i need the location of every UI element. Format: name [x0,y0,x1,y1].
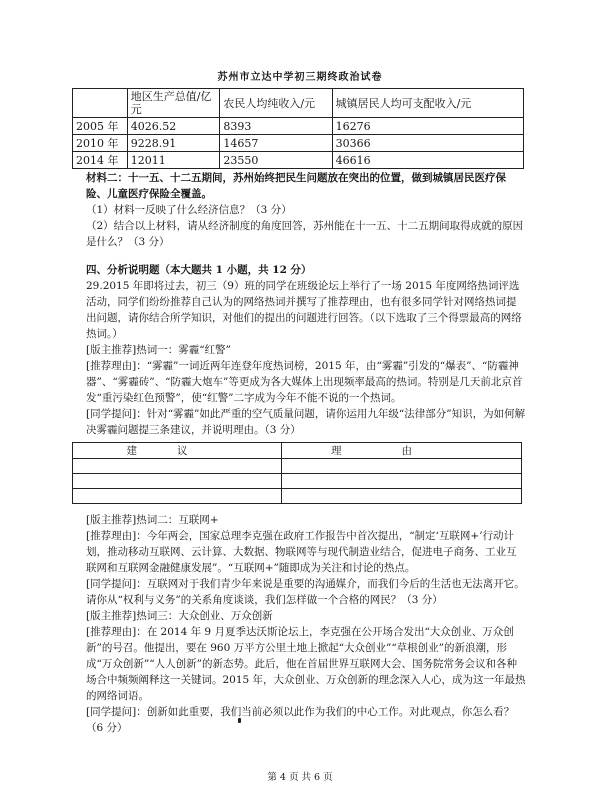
page-header: 苏州市立达中学初三期终政治试卷 [217,72,383,83]
economy-data-table [72,88,524,169]
hot-word-3-question: [同学提问]：创新如此重要，我们当前必须以此作为我们的中心工作。对此观点，你怎么看？（6 分） [86,706,515,734]
material-two-block [86,170,526,250]
hot-word-3-title: [版主推荐]热词三：大众创业、万众创新 [86,610,273,622]
ink-mark [238,718,241,723]
question-2: （2）结合以上材料，请从经济制度的角度回答，苏州能在十一五、十二五期间取得成就的原因是什么？（3 分） [86,220,524,248]
question-1: （1）材料一反映了什么经济信息？（3 分） [86,204,292,216]
table-cell: 23550 [220,152,332,169]
hot-word-1-reason: [推荐理由]：“雾霾”一词近两年连登年度热词榜，2015 年，由“雾霾”引发的“爆表”、“防霾神器”、“雾霾砖”、“防霾大炮车”等更成为各大媒体上出现频率最高的热词。特别是几天前北京首发“重污染红色预警”，使“红警”二字成为今年不能不说的一个热词。 [86,360,523,404]
answer-row[interactable] [73,459,522,474]
reason-header: 理由 [282,443,522,459]
table-cell: 2010 年 [73,135,128,152]
table-row [73,152,524,169]
table-cell: 4026.52 [127,118,220,135]
table-cell: 2005 年 [73,118,128,135]
answer-table [72,442,522,504]
suggestion-header: 建议 [73,443,282,459]
table-cell: 9228.91 [127,135,220,152]
table-cell: 30366 [332,135,523,152]
answer-cell[interactable] [73,459,282,474]
hot-word-3-reason: [推荐理由]：在 2014 年 9 月夏季达沃斯论坛上，李克强在公开场合发出“大众创业、万众创新”的号召。他提出，要在 960 万平方公里土地上掀起“大众创业”“草根创业”的新浪潮，形成“万众创新”“人人创新”的新态势。此后，他在首届世界互联网大会、国务院常务会议和各种场合中频频阐释这一关键词。2015 年，大众创业、万众创新的理念深入人心，成为这一年最热的网络词语。 [86,626,526,702]
section-title: 四、分析说明题（本大题共 1 小题，共 12 分） [86,264,312,276]
table-cell: 46616 [332,152,523,169]
table-cell: 12011 [127,152,220,169]
answer-row[interactable] [73,489,522,504]
hot-word-2-question: [同学提问]：互联网对于我们青少年来说是重要的沟通媒介，而我们今后的生活也无法离开它。请你从“权利与义务”的关系角度谈谈，我们怎样做一个合格的网民？（3 分） [86,578,525,606]
hot-word-2-title: [版主推荐]热词二：互联网+ [86,514,219,526]
table-cell: 2014 年 [73,152,128,169]
section-four-block [86,262,526,438]
hot-word-2-reason: [推荐理由]：今年两会，国家总理李克强在政府工作报告中首次提出，“制定‘互联网+’行动计划，推动移动互联网、云计算、大数据、物联网等与现代制造业结合，促进电子商务、工业互联网和互联网金融健康发展”。“互联网+”随即成为关注和讨论的热点。 [86,530,517,574]
table-header-cell [73,89,128,118]
question-29-intro: 29.2015 年即将过去，初三（9）班的同学在班级论坛上举行了一场 2015 年度网络热词评选活动，同学们纷纷推荐自己认为的网络热词并撰写了推荐理由，也有很多同学针对网络热词提出问题，请你结合所学知识，对他们的提出的问题进行回答。（以下选取了三个得票最高的网络热词。） [86,280,522,340]
material-two-text: 材料二：十一五、十二五期间，苏州始终把民生问题放在突出的位置，做到城镇居民医疗保险、儿童医疗保险全覆盖。 [86,172,506,200]
table-header-cell: 地区生产总值/亿元 [127,89,220,118]
answer-table-header [73,443,522,459]
table-header-cell: 农民人均纯收入/元 [220,89,332,118]
answer-cell[interactable] [282,474,522,489]
table-cell: 14657 [220,135,332,152]
answer-cell[interactable] [73,474,282,489]
hot-word-1-question: [同学提问]：针对“雾霾”如此严重的空气质量问题，请你运用九年级“法律部分”知识，为如何解决雾霾问题提三条建议，并说明理由。（3 分） [86,408,526,436]
answer-cell[interactable] [73,489,282,504]
answer-cell[interactable] [282,459,522,474]
table-cell: 8393 [220,118,332,135]
hot-word-1-title: [版主推荐]热词一：雾霾“红警” [86,344,231,356]
table-header-row [73,89,524,118]
hot-word-2-block [86,512,526,736]
table-header-cell: 城镇居民人均可支配收入/元 [332,89,523,118]
table-row [73,135,524,152]
table-row [73,118,524,135]
page-number: 第 4 页 共 6 页 [267,772,333,783]
answer-cell[interactable] [282,489,522,504]
answer-row[interactable] [73,474,522,489]
table-cell: 16276 [332,118,523,135]
